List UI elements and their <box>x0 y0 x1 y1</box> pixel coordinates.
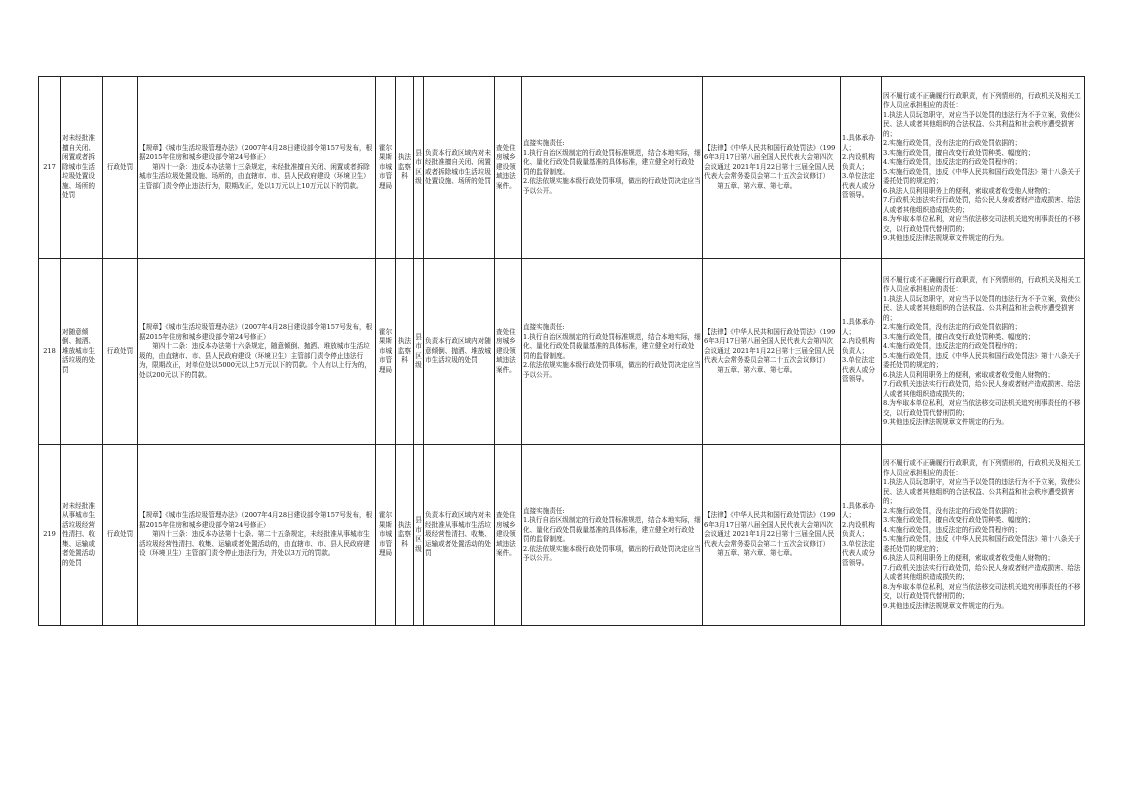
item-type: 行政处罚 <box>103 259 138 445</box>
department-duty: 负责本行政区域内对未经批准从事城市生活垃圾经营性清扫、收集、运输或者处置活动的处罚 <box>424 445 495 626</box>
accountability-subject: 1.具体承办人； 2.内设机构负责人； 3.单位法定代表人或分管领导。 <box>841 445 882 626</box>
accountability-situations: 因不履行或不正确履行行政职责，有下列情形的，行政机关及相关工作人员应承担相应的责任： 1.执法人员玩忽职守，对应当予以处罚的违法行为不予立案，致使公民、法人或者其他组织的合法权益、公共利益和社会秩序遭受损害的； 2.实施行政处罚，没有法定的行政处罚依据的； 3.实施行政处罚，擅自改变行政处罚种类、幅度的； 4.实施行政处罚，违反法定的行政处罚程序的； 5.实施行政处罚，违反《中华人民共和国行政处罚法》第十八条关于委托处罚的规定的； 6.执法人员利用职务上的便利，索取或者收受他人财物的； 7.行政机关违法实行行政处罚，给公民人身或者财产造成损害、给法人或者其他组织造成损失的； 8.为牟取本单位私利，对应当依法移交司法机关追究刑事责任的不移交，以行政处罚代替刑罚的； 9.其他违反法律法规规章文件规定的行为。 <box>882 445 1085 626</box>
cooperation-duty: 查处住房城乡建设领域违法案件。 <box>495 445 522 626</box>
cooperation-duty: 查处住房城乡建设领域违法案件。 <box>495 77 522 259</box>
department-duty: 负责本行政区域内对随意倾倒、抛洒、堆放城市生活垃圾的处罚 <box>424 259 495 445</box>
implementing-unit: 执法监察科 <box>396 445 414 626</box>
cooperation-duty: 查处住房城乡建设领域违法案件。 <box>495 259 522 445</box>
legal-basis: 【规章】《城市生活垃圾管理办法》（2007年4月28日建设部令第157号发布，根据2015年住房和城乡建设部令第24号修正） 第四十一条：违反本办法第十三条规定，未经批准擅自关闭、闲置或者拆除城市生活垃圾处置设施、场所的，由直辖市、市、县人民政府建设（环境卫生）主管部门责令停止违法行为，限期改正，处以1万元以上10万元以下的罚款。 <box>138 77 376 259</box>
implementing-department: 霍尔果斯市城市管理局 <box>376 77 396 259</box>
item-name: 对未经批准擅自关闭、闲置或者拆除城市生活垃圾处置设施、场所的处罚 <box>61 77 103 259</box>
item-number: 217 <box>39 77 61 259</box>
responsibility-basis: 【法律】《中华人民共和国行政处罚法》（1996年3月17日第八届全国人民代表大会第四次会议通过 2021年1月22日第十三届全国人民代表大会常务委员会第二十五次会议修订） 第五章、第六章、第七章。 <box>703 259 841 445</box>
implementing-unit: 执法监察科 <box>396 259 414 445</box>
table-row <box>39 259 1085 445</box>
exercise-level: 县市区级 <box>414 259 424 445</box>
responsibility-items: 直接实施责任: 1.执行自治区级制定的行政处罚标准规范，结合本地实际，细化、量化行政处罚裁量基准的具体标准，建立健全对行政处罚的监督制度。 2.依法依规实施本级行政处罚事项，做出的行政处罚决定应当予以公开。 <box>522 259 703 445</box>
department-duty: 负责本行政区域内对未经批准擅自关闭、闲置或者拆除城市生活垃圾处置设施、场所的处罚 <box>424 77 495 259</box>
legal-basis: 【规章】《城市生活垃圾管理办法》（2007年4月28日建设部令第157号发布，根据2015年住房和城乡建设部令第24号修正） 第四十三条：违反本办法第十七条、第二十五条规定，未经批准从事城市生活垃圾经营性清扫、收集、运输或者处置活动的，由直辖市、市、县人民政府建设（环境卫生）主管部门责令停止违法行为，并处以3万元的罚款。 <box>138 445 376 626</box>
accountability-situations: 因不履行或不正确履行行政职责，有下列情形的，行政机关及相关工作人员应承担相应的责任： 1.执法人员玩忽职守，对应当予以处罚的违法行为不予立案，致使公民、法人或者其他组织的合法权益、公共利益和社会秩序遭受损害的； 2.实施行政处罚，没有法定的行政处罚依据的； 3.实施行政处罚，擅自改变行政处罚种类、幅度的； 4.实施行政处罚，违反法定的行政处罚程序的； 5.实施行政处罚，违反《中华人民共和国行政处罚法》第十八条关于委托处罚的规定的； 6.执法人员利用职务上的便利，索取或者收受他人财物的； 7.行政机关违法实行行政处罚，给公民人身或者财产造成损害、给法人或者其他组织造成损失的； 8.为牟取本单位私利，对应当依法移交司法机关追究刑事责任的不移交，以行政处罚代替刑罚的； 9.其他违反法律法规规章文件规定的行为。 <box>882 77 1085 259</box>
exercise-level: 县市区级 <box>414 77 424 259</box>
legal-basis: 【规章】《城市生活垃圾管理办法》（2007年4月28日建设部令第157号发布，根据2015年住房和城乡建设部令第24号修正） 第四十二条：违反本办法第十六条规定，随意倾倒、抛洒、堆放城市生活垃圾的，由直辖市、市、县人民政府建设（环境卫生）主管部门责令停止违法行为，限期改正，对单位处以5000元以上5万元以下的罚款。个人有以上行为的，处以200元以下的罚款。 <box>138 259 376 445</box>
exercise-level: 县市区级 <box>414 445 424 626</box>
responsibility-basis: 【法律】《中华人民共和国行政处罚法》（1996年3月17日第八届全国人民代表大会第四次会议通过 2021年1月22日第十三届全国人民代表大会常务委员会第二十五次会议修订） 第五章、第六章、第七章。 <box>703 77 841 259</box>
table-row <box>39 445 1085 626</box>
item-name: 对随意倾倒、抛洒、堆放城市生活垃圾的处罚 <box>61 259 103 445</box>
responsibility-basis: 【法律】《中华人民共和国行政处罚法》（1996年3月17日第八届全国人民代表大会第四次会议通过 2021年1月22日第十三届全国人民代表大会常务委员会第二十五次会议修订） 第五章、第六章、第七章。 <box>703 445 841 626</box>
table-row <box>39 77 1085 259</box>
accountability-subject: 1.具体承办人； 2.内设机构负责人； 3.单位法定代表人或分管领导。 <box>841 77 882 259</box>
responsibility-list-table <box>38 76 1085 626</box>
implementing-department: 霍尔果斯市城市管理局 <box>376 259 396 445</box>
item-name: 对未经批准从事城市生活垃圾经营性清扫、收集、运输或者处置活动的处罚 <box>61 445 103 626</box>
accountability-situations: 因不履行或不正确履行行政职责，有下列情形的，行政机关及相关工作人员应承担相应的责任： 1.执法人员玩忽职守，对应当予以处罚的违法行为不予立案，致使公民、法人或者其他组织的合法权益、公共利益和社会秩序遭受损害的； 2.实施行政处罚，没有法定的行政处罚依据的； 3.实施行政处罚，擅自改变行政处罚种类、幅度的； 4.实施行政处罚，违反法定的行政处罚程序的； 5.实施行政处罚，违反《中华人民共和国行政处罚法》第十八条关于委托处罚的规定的； 6.执法人员利用职务上的便利，索取或者收受他人财物的； 7.行政机关违法实行行政处罚，给公民人身或者财产造成损害、给法人或者其他组织造成损失的； 8.为牟取本单位私利，对应当依法移交司法机关追究刑事责任的不移交，以行政处罚代替刑罚的； 9.其他违反法律法规规章文件规定的行为。 <box>882 259 1085 445</box>
implementing-department: 霍尔果斯市城市管理局 <box>376 445 396 626</box>
responsibility-items: 直接实施责任: 1.执行自治区级制定的行政处罚标准规范，结合本地实际，细化、量化行政处罚裁量基准的具体标准，建立健全对行政处罚的监督制度。 2.依法依规实施本级行政处罚事项，做出的行政处罚决定应当予以公开。 <box>522 445 703 626</box>
item-type: 行政处罚 <box>103 445 138 626</box>
implementing-unit: 执法监察科 <box>396 77 414 259</box>
item-type: 行政处罚 <box>103 77 138 259</box>
accountability-subject: 1.具体承办人； 2.内设机构负责人； 3.单位法定代表人或分管领导。 <box>841 259 882 445</box>
item-number: 218 <box>39 259 61 445</box>
item-number: 219 <box>39 445 61 626</box>
responsibility-items: 直接实施责任: 1.执行自治区级制定的行政处罚标准规范，结合本地实际，细化、量化行政处罚裁量基准的具体标准，建立健全对行政处罚的监督制度。 2.依法依规实施本级行政处罚事项，做出的行政处罚决定应当予以公开。 <box>522 77 703 259</box>
